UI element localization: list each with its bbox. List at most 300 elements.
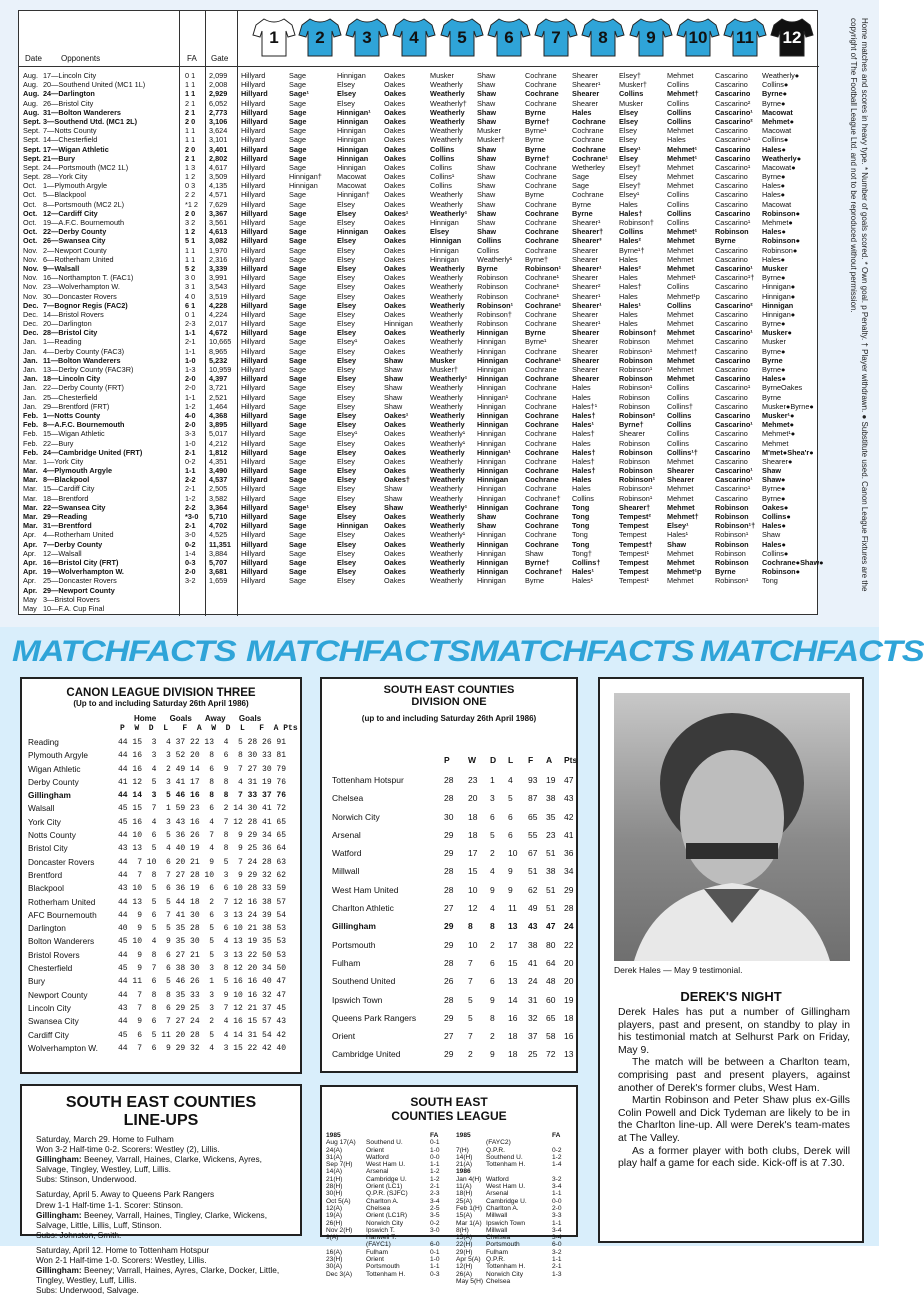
fixture-cell: Cochrane xyxy=(572,144,606,154)
fixture-cell: Cochrane† xyxy=(525,567,563,577)
fixture-cell: Collins xyxy=(572,493,594,503)
fixture-cell: Robinson xyxy=(619,447,653,457)
fixture-cell: Collins xyxy=(667,300,692,310)
fixture-cell: Shaw xyxy=(525,548,544,558)
fixture-cell: Oakes xyxy=(384,80,406,90)
sec1-row xyxy=(322,808,580,826)
fixture-cell: 28—York City xyxy=(43,172,88,182)
fixture-cell: Elsey xyxy=(619,126,637,136)
fixture-cell: May xyxy=(23,603,37,613)
secl-cell: Oct 5(A) xyxy=(326,1197,351,1205)
sec1-cell: 67 xyxy=(528,848,538,859)
fixture-cell: Cascarino² xyxy=(715,98,751,108)
fixture-cell: Nov. xyxy=(23,263,39,273)
fixture-cell: Mehmet† xyxy=(667,512,699,521)
fixture-cell: Robinson xyxy=(619,392,650,402)
fixture-row xyxy=(19,163,819,172)
fixture-cell: 11—Bolton Wanderers xyxy=(43,355,121,365)
fixture-cell: Weatherly xyxy=(430,392,463,402)
fixture-cell: Elsey xyxy=(337,254,355,264)
sec1-cell: 28 xyxy=(564,903,574,914)
fixture-cell: 3,681 xyxy=(209,567,228,577)
fixture-cell: Sage xyxy=(289,576,307,586)
fixture-cell: 4,525 xyxy=(209,530,228,540)
fixture-cell: Hales† xyxy=(572,429,595,439)
fixture-cell: Nov. xyxy=(23,273,38,283)
sec1-cell: 26 xyxy=(444,976,454,987)
fixture-cell: Shaw xyxy=(477,80,496,90)
fixture-cell: Robinson● xyxy=(762,567,801,577)
fixture-cell: Elsey xyxy=(337,98,355,108)
fixture-cell: Oakes xyxy=(384,199,406,209)
fixture-cell: Cochrane xyxy=(525,392,557,402)
fixture-cell: Weatherly xyxy=(430,567,465,577)
fixture-cell: Elsey xyxy=(337,576,355,586)
fixture-cell: Cochrane xyxy=(525,410,559,420)
fixture-cell: Shearer¹ xyxy=(572,263,602,273)
fixture-cell: 2,929 xyxy=(209,89,228,99)
fixture-cell: 31—Brentford xyxy=(43,521,92,531)
fixture-cell: Byrne● xyxy=(762,319,786,329)
fixture-cell: Tong† xyxy=(572,548,592,558)
fixture-cell: Mehmet xyxy=(667,374,695,384)
fixture-cell: Apr. xyxy=(23,567,38,577)
fixture-cell: Byrne¹ xyxy=(525,337,547,347)
lineup-line: Drew 1-1 Half-time 1-1. Scorer: Stinson. xyxy=(36,1199,184,1210)
col-gate: Gate xyxy=(211,54,229,63)
fixture-cell: Sage xyxy=(289,273,307,283)
fixture-cell: 5,017 xyxy=(209,429,228,439)
fixture-cell: 3 1 xyxy=(185,282,196,292)
lineup-line: Saturday, April 12. Home to Tottenham Hotspur xyxy=(36,1244,210,1255)
fixture-cell: Hinnigan xyxy=(477,576,506,586)
sec1-row xyxy=(322,991,580,1009)
div3-team: Rotherham United xyxy=(28,896,96,907)
div3-team: Bristol Rovers xyxy=(28,949,80,960)
secl-cell: Watford xyxy=(486,1175,509,1183)
fixture-cell: 1-1 xyxy=(185,392,196,402)
fixture-cell: Weatherly xyxy=(430,337,463,347)
fixture-cell: Byrne† xyxy=(525,557,550,567)
fixture-cell: Macowat● xyxy=(762,162,796,172)
fixture-cell: Sage xyxy=(289,291,307,301)
sec1-cell: Southend United xyxy=(332,976,396,987)
fixture-cell: Shearer¹ xyxy=(572,319,601,329)
fixture-cell: Sage xyxy=(289,456,307,466)
fixture-cell: Elsey xyxy=(430,227,450,237)
sec1-row xyxy=(322,771,580,789)
secl-cell: Feb 1(H) xyxy=(456,1204,483,1212)
fixture-cell: 8,965 xyxy=(209,346,228,356)
shirt-number: 7 xyxy=(551,28,561,47)
fixture-cell: Cochrane●Shaw● xyxy=(762,557,824,567)
fixture-cell: Elsey xyxy=(619,153,639,163)
fixture-cell: Weatherly● xyxy=(762,153,802,163)
sec1-cell: 28 xyxy=(444,884,454,895)
fixture-cell: Mehmet xyxy=(667,309,694,319)
fixture-cell: Shaw xyxy=(477,162,496,172)
fixture-cell: Musker¹● xyxy=(762,410,795,420)
fixture-cell: Byrne● xyxy=(762,484,786,494)
fixture-cell: Elsey xyxy=(337,328,357,338)
secl-cell: 14(A) xyxy=(326,1168,343,1176)
shirt-number: 4 xyxy=(409,28,419,47)
secl-row xyxy=(326,1263,452,1270)
fixture-cell: 1,659 xyxy=(209,576,228,586)
fixture-cell: Aug. xyxy=(23,80,39,90)
fixture-cell: Weatherly xyxy=(430,475,465,485)
fixture-cell: ByrneOakes xyxy=(762,383,803,393)
sec1-cell: 5 xyxy=(468,1012,473,1023)
fixture-cell: Weatherly xyxy=(430,116,465,126)
secl-cell: 1985 xyxy=(326,1132,341,1139)
shirt-number-2-icon xyxy=(298,17,342,57)
fixture-cell: 2-2 xyxy=(185,502,196,512)
fixture-row xyxy=(19,466,819,475)
fixture-cell: 4,617 xyxy=(209,162,228,172)
fixture-cell: 1-3 xyxy=(185,365,196,374)
fixture-cell: Collins xyxy=(619,89,644,99)
fixture-cell: Shaw xyxy=(477,199,496,209)
secl-row xyxy=(456,1190,578,1197)
fixture-cell: Hillyard xyxy=(241,89,268,99)
sec1-cell: 5 xyxy=(468,994,473,1005)
fixture-cell: Cochrane xyxy=(525,199,557,209)
fixture-cell: Jan. xyxy=(23,401,37,411)
fixture-cell: Hillyard xyxy=(241,447,268,457)
div3-team: Blackpool xyxy=(28,883,64,894)
fixture-cell: 15—Cardiff City xyxy=(43,484,95,494)
fixture-cell: 26—Bristol City xyxy=(43,98,94,108)
fixture-cell: Shearer³ xyxy=(572,236,602,246)
fixture-cell: Sage xyxy=(572,181,590,191)
fixture-cell: 2 0 xyxy=(185,116,196,126)
secl-cell: FA xyxy=(552,1132,561,1139)
sec1-cell: 5 xyxy=(490,829,495,840)
fixture-cell: Elsey xyxy=(619,172,637,182)
fixture-cell: M'met●Shea'r● xyxy=(762,447,814,457)
secl-cell: Chelsea xyxy=(486,1234,511,1242)
secl-row xyxy=(456,1234,578,1241)
secl-cell: 26(H) xyxy=(326,1219,343,1227)
fixture-cell: Cochrane xyxy=(525,162,557,172)
fixture-cell: Oakes xyxy=(384,227,406,237)
lineup-line: Gillingham: Beeney, Varrall, Haines, Tingley, Clarke, Wickens, Salvage, Little, Lillis, Luff, Stinson. xyxy=(36,1209,268,1230)
div3-title: CANON LEAGUE DIVISION THREE xyxy=(66,687,256,699)
secl-results-left xyxy=(326,1132,452,1278)
fixture-cell: Hinnigan xyxy=(384,319,413,329)
fixture-cell: Cascarino xyxy=(715,355,751,365)
fixture-cell: 16—Northampton T. (FAC1) xyxy=(43,273,134,283)
fixture-cell: Musker xyxy=(619,98,643,108)
fixture-row xyxy=(19,99,819,108)
fixture-cell: Cascarino xyxy=(715,190,748,200)
sec1-cell: 13 xyxy=(508,921,518,932)
fixture-cell: Collins xyxy=(667,218,689,227)
fixture-cell: Elsey xyxy=(337,392,355,402)
fixture-cell: Hillyard xyxy=(241,429,266,439)
fixture-cell: Byrne xyxy=(762,355,783,365)
sec1-row xyxy=(322,899,580,917)
fixture-cell: Sage xyxy=(289,539,307,549)
fixture-cell: 3—Southend Utd. (MC1 2L) xyxy=(43,116,138,126)
fixture-cell: Cascarino xyxy=(715,245,748,255)
fixture-cell: Hales● xyxy=(762,374,786,384)
fixture-cell: Elsey† xyxy=(619,162,641,172)
fixture-cell: Sage xyxy=(289,227,307,237)
sec1-cell: 72 xyxy=(546,1049,556,1060)
secl-cell: 3-2 xyxy=(552,1248,562,1256)
fixture-cell: Robinson● xyxy=(762,208,801,218)
sec1-col-header: F xyxy=(528,755,534,765)
fixture-cell: Sage xyxy=(289,401,307,411)
fixture-row xyxy=(19,89,819,98)
fixture-row xyxy=(19,448,819,457)
fixture-cell: Cascarino² xyxy=(715,300,753,310)
sec1-cell: 28 xyxy=(444,957,454,968)
fixture-cell: Oakes xyxy=(384,548,406,558)
secl-row xyxy=(456,1220,578,1227)
fixture-cell: Oakes xyxy=(384,116,406,126)
fixture-cell: Mehmet xyxy=(667,548,694,558)
fixture-cell: 4,135 xyxy=(209,181,228,191)
derek-paragraph: Derek Hales has put a number of Gillingham players, past and present, on standby to play in his testimonial match at Selhurst Park on Friday, May 9. xyxy=(618,1007,850,1056)
fixture-cell: Oct. xyxy=(23,236,38,246)
sec1-cell: 15 xyxy=(468,866,478,877)
fixture-cell: Robinson¹ xyxy=(619,475,656,485)
fixture-cell: Hinnigan xyxy=(477,502,509,512)
sec1-cell: 20 xyxy=(468,793,478,804)
fixture-cell: Oakes xyxy=(384,218,406,227)
sec1-row xyxy=(322,954,580,972)
fixture-cell: Byrne xyxy=(525,107,546,117)
fixture-cell: Hinnigan xyxy=(477,548,506,558)
fixture-cell: Elsey xyxy=(337,245,355,255)
fixture-cell: Byrne† xyxy=(525,116,550,126)
fixture-cell: Hales● xyxy=(762,190,786,200)
fixture-cell: Hinnigan xyxy=(430,254,459,264)
fixture-cell: Collins xyxy=(619,227,644,237)
fixture-cell: Robinson¹ xyxy=(715,530,749,540)
fixture-cell: Cochrane xyxy=(525,319,557,329)
div3-row xyxy=(28,736,300,749)
fixture-cell: 23—Wolverhampton W. xyxy=(43,282,120,292)
fixture-cell: Elsey xyxy=(337,383,355,393)
fixture-row xyxy=(19,512,819,521)
fixture-cell: 2-0 xyxy=(185,374,196,384)
shirt-number: 12 xyxy=(782,28,802,47)
fixture-cell: Shaw xyxy=(384,493,403,503)
fixture-cell: 6,052 xyxy=(209,98,228,108)
fixture-cell: 5 1 xyxy=(185,236,196,246)
sec1-cell: 42 xyxy=(564,811,574,822)
secl-cell: 25(A) xyxy=(456,1197,473,1205)
fixture-cell: Byrne● xyxy=(762,172,786,182)
fixture-cell: Mehmet¹ xyxy=(667,144,697,154)
fixture-cell: Hinnigan● xyxy=(762,309,796,319)
secl-cell: 3-4 xyxy=(552,1183,562,1191)
fixture-cell: Oakes xyxy=(384,429,406,439)
fixture-cell: Cochrane xyxy=(525,365,557,374)
fixture-cell: Cochrane xyxy=(525,539,559,549)
fixture-cell: 22—Swansea City xyxy=(43,502,106,512)
fixture-cell: Cascarino¹ xyxy=(715,383,751,393)
sec1-cell: 32 xyxy=(528,1012,538,1023)
sec1-cell: 10 xyxy=(468,939,478,950)
fixture-cell: Hinnigan xyxy=(477,420,509,430)
fixture-cell: Hillyard xyxy=(241,557,268,567)
sec1-cell: Gillingham xyxy=(332,921,376,932)
fixture-cell: Hillyard xyxy=(241,190,266,200)
fixture-cell: 19—Wolverhampton W. xyxy=(43,567,124,577)
shirt-number-8-icon xyxy=(581,17,625,57)
sec1-cell: 18 xyxy=(564,1012,574,1023)
fixture-cell: Oakes xyxy=(384,181,406,191)
fixture-cell: Jan. xyxy=(23,392,37,402)
sec1-row xyxy=(322,917,580,935)
fixture-row xyxy=(19,457,819,466)
sec1-cell: 17 xyxy=(468,848,478,859)
fixture-cell: Shearer† xyxy=(619,502,651,512)
sec1-cell: 9 xyxy=(508,866,513,877)
secl-cell: Aug 17(A) xyxy=(326,1139,356,1147)
fixture-cell: Elsey xyxy=(337,273,355,283)
fixture-cell: Hinnigan xyxy=(337,144,369,154)
div3-row xyxy=(28,842,300,855)
secl-cell: Norwich City xyxy=(366,1219,404,1227)
fixture-cell: Mehmet xyxy=(667,172,694,182)
fixture-cell: Mehmet xyxy=(667,126,694,136)
fixture-cell: Collins xyxy=(430,181,452,191)
fixture-cell: Shearer¹ xyxy=(572,291,601,301)
fixture-row xyxy=(19,126,819,135)
sec1-cell: Portsmouth xyxy=(332,939,376,950)
fixture-cell: Elsey xyxy=(337,199,355,209)
fixture-cell: Oct. xyxy=(23,199,37,209)
fixture-cell: Cochrane xyxy=(525,475,559,485)
secl-cell: 1985 xyxy=(456,1132,471,1139)
fixture-cell: Byrne● xyxy=(762,493,786,503)
sec1-cell: 19 xyxy=(564,994,574,1005)
fixture-cell: Oakes xyxy=(384,263,406,273)
secl-cell: Millwall xyxy=(486,1226,508,1234)
secl-cell: 24(A) xyxy=(326,1146,343,1154)
sec1-cell: 29 xyxy=(444,1049,454,1060)
shirt-number: 1 xyxy=(269,28,279,47)
fixture-cell: 2 0 xyxy=(185,208,196,218)
fixture-cell: Sage xyxy=(289,521,307,531)
fixture-cell: Cascarino¹ xyxy=(715,135,751,145)
fixture-cell: May xyxy=(23,594,37,604)
fixture-cell: Mehmet xyxy=(667,236,695,246)
div3-team: Chesterfield xyxy=(28,963,73,974)
derek-title: DEREK'S NIGHT xyxy=(680,989,782,1004)
fixture-row xyxy=(19,328,819,337)
fixture-cell: Sage xyxy=(289,309,307,319)
fixture-cell: Musker† xyxy=(477,135,505,145)
fixture-cell: Sage xyxy=(289,346,307,356)
fixture-cell: Elsey xyxy=(619,107,639,117)
fixture-row xyxy=(19,402,819,411)
secl-row xyxy=(326,1147,452,1154)
fixture-cell: Hales² xyxy=(619,236,641,246)
sec1-cell: 10 xyxy=(468,884,478,895)
fixture-cell: 2 2 xyxy=(185,190,196,200)
fixture-cell: Oakes xyxy=(384,107,406,117)
shirt-number: 3 xyxy=(362,28,372,47)
fixture-cell: Sept. xyxy=(23,144,41,154)
secl-cell: 16(A) xyxy=(326,1248,343,1256)
fixture-cell: Cascarino xyxy=(715,153,751,163)
secl-cell: 0-1 xyxy=(430,1248,440,1256)
fixture-row xyxy=(19,521,819,530)
fixture-row xyxy=(19,503,819,512)
secl-cell: 1-4 xyxy=(552,1161,562,1169)
div3-stats: 43 7 8 6 29 25 3 7 12 21 37 45 xyxy=(118,1003,287,1013)
sec1-cell: Norwich City xyxy=(332,811,380,822)
fixture-cell: Cascarino xyxy=(715,456,748,466)
div3-team: Swansea City xyxy=(28,1016,79,1027)
div3-stats: 44 9 6 7 27 24 2 4 16 15 57 43 xyxy=(118,1017,287,1027)
secl-cell: 23(H) xyxy=(326,1256,343,1264)
div3-stats: 44 7 6 9 29 32 4 3 15 22 42 40 xyxy=(118,1043,287,1053)
sec1-cell: Tottenham Hotspur xyxy=(332,775,404,785)
div3-row xyxy=(28,962,300,975)
fixture-cell: 2,505 xyxy=(209,484,228,494)
fixture-cell: Elsey xyxy=(337,365,355,374)
secl-cell: 31(A) xyxy=(326,1153,343,1161)
shirt-number: 9 xyxy=(646,28,656,47)
div3-row xyxy=(28,1029,300,1042)
secl-cell: Sep 7(H) xyxy=(326,1161,353,1169)
fixture-cell: Sage xyxy=(289,162,307,172)
shirt-number-10-icon xyxy=(676,17,720,57)
sec1-cell: 64 xyxy=(546,957,556,968)
fixture-cell: Apr. xyxy=(23,585,38,595)
matchfacts-banner: MATCHFACTS xyxy=(470,635,694,668)
fixture-cell: Shaw xyxy=(477,89,497,99)
sec1-col-header: L xyxy=(508,755,514,765)
secl-cell: 1-1 xyxy=(552,1256,562,1264)
secl-row xyxy=(326,1205,452,1212)
div3-row xyxy=(28,922,300,935)
sec1-cell: 47 xyxy=(564,775,574,785)
secl-cell: Tottenham H. xyxy=(366,1270,406,1278)
fixture-cell: 4,212 xyxy=(209,438,228,448)
fixture-cell: 8—Portsmouth (MC2 2L) xyxy=(43,199,125,209)
fixture-cell: Robinson¹ xyxy=(477,300,514,310)
fixture-cell: Hinnigan xyxy=(289,181,318,191)
fixture-cell: Cascarino¹ xyxy=(715,475,753,485)
secl-row xyxy=(326,1139,452,1146)
div3-team: Brentford xyxy=(28,869,63,880)
fixture-cell: Hillyard xyxy=(241,236,268,246)
fixture-cell: Cochrane xyxy=(525,466,559,476)
secl-cell: Fulham xyxy=(366,1248,388,1256)
fixture-cell: Collins xyxy=(667,438,689,448)
div3-stats: 45 15 7 1 59 23 6 2 14 30 41 72 xyxy=(118,804,287,814)
fixture-row xyxy=(19,356,819,365)
fixture-cell: Mehmet xyxy=(667,365,694,374)
fixture-cell: Elsey¹ xyxy=(337,337,358,347)
fixture-cell: Cochrane xyxy=(525,245,557,255)
secl-row xyxy=(326,1227,452,1234)
fixture-cell: Oakes xyxy=(384,530,406,540)
fixture-cell: Hales xyxy=(572,438,591,448)
fixture-cell: 4,224 xyxy=(209,309,228,319)
fixture-cell: Shaw xyxy=(477,71,496,80)
fixture-cell: Oakes xyxy=(384,521,406,531)
